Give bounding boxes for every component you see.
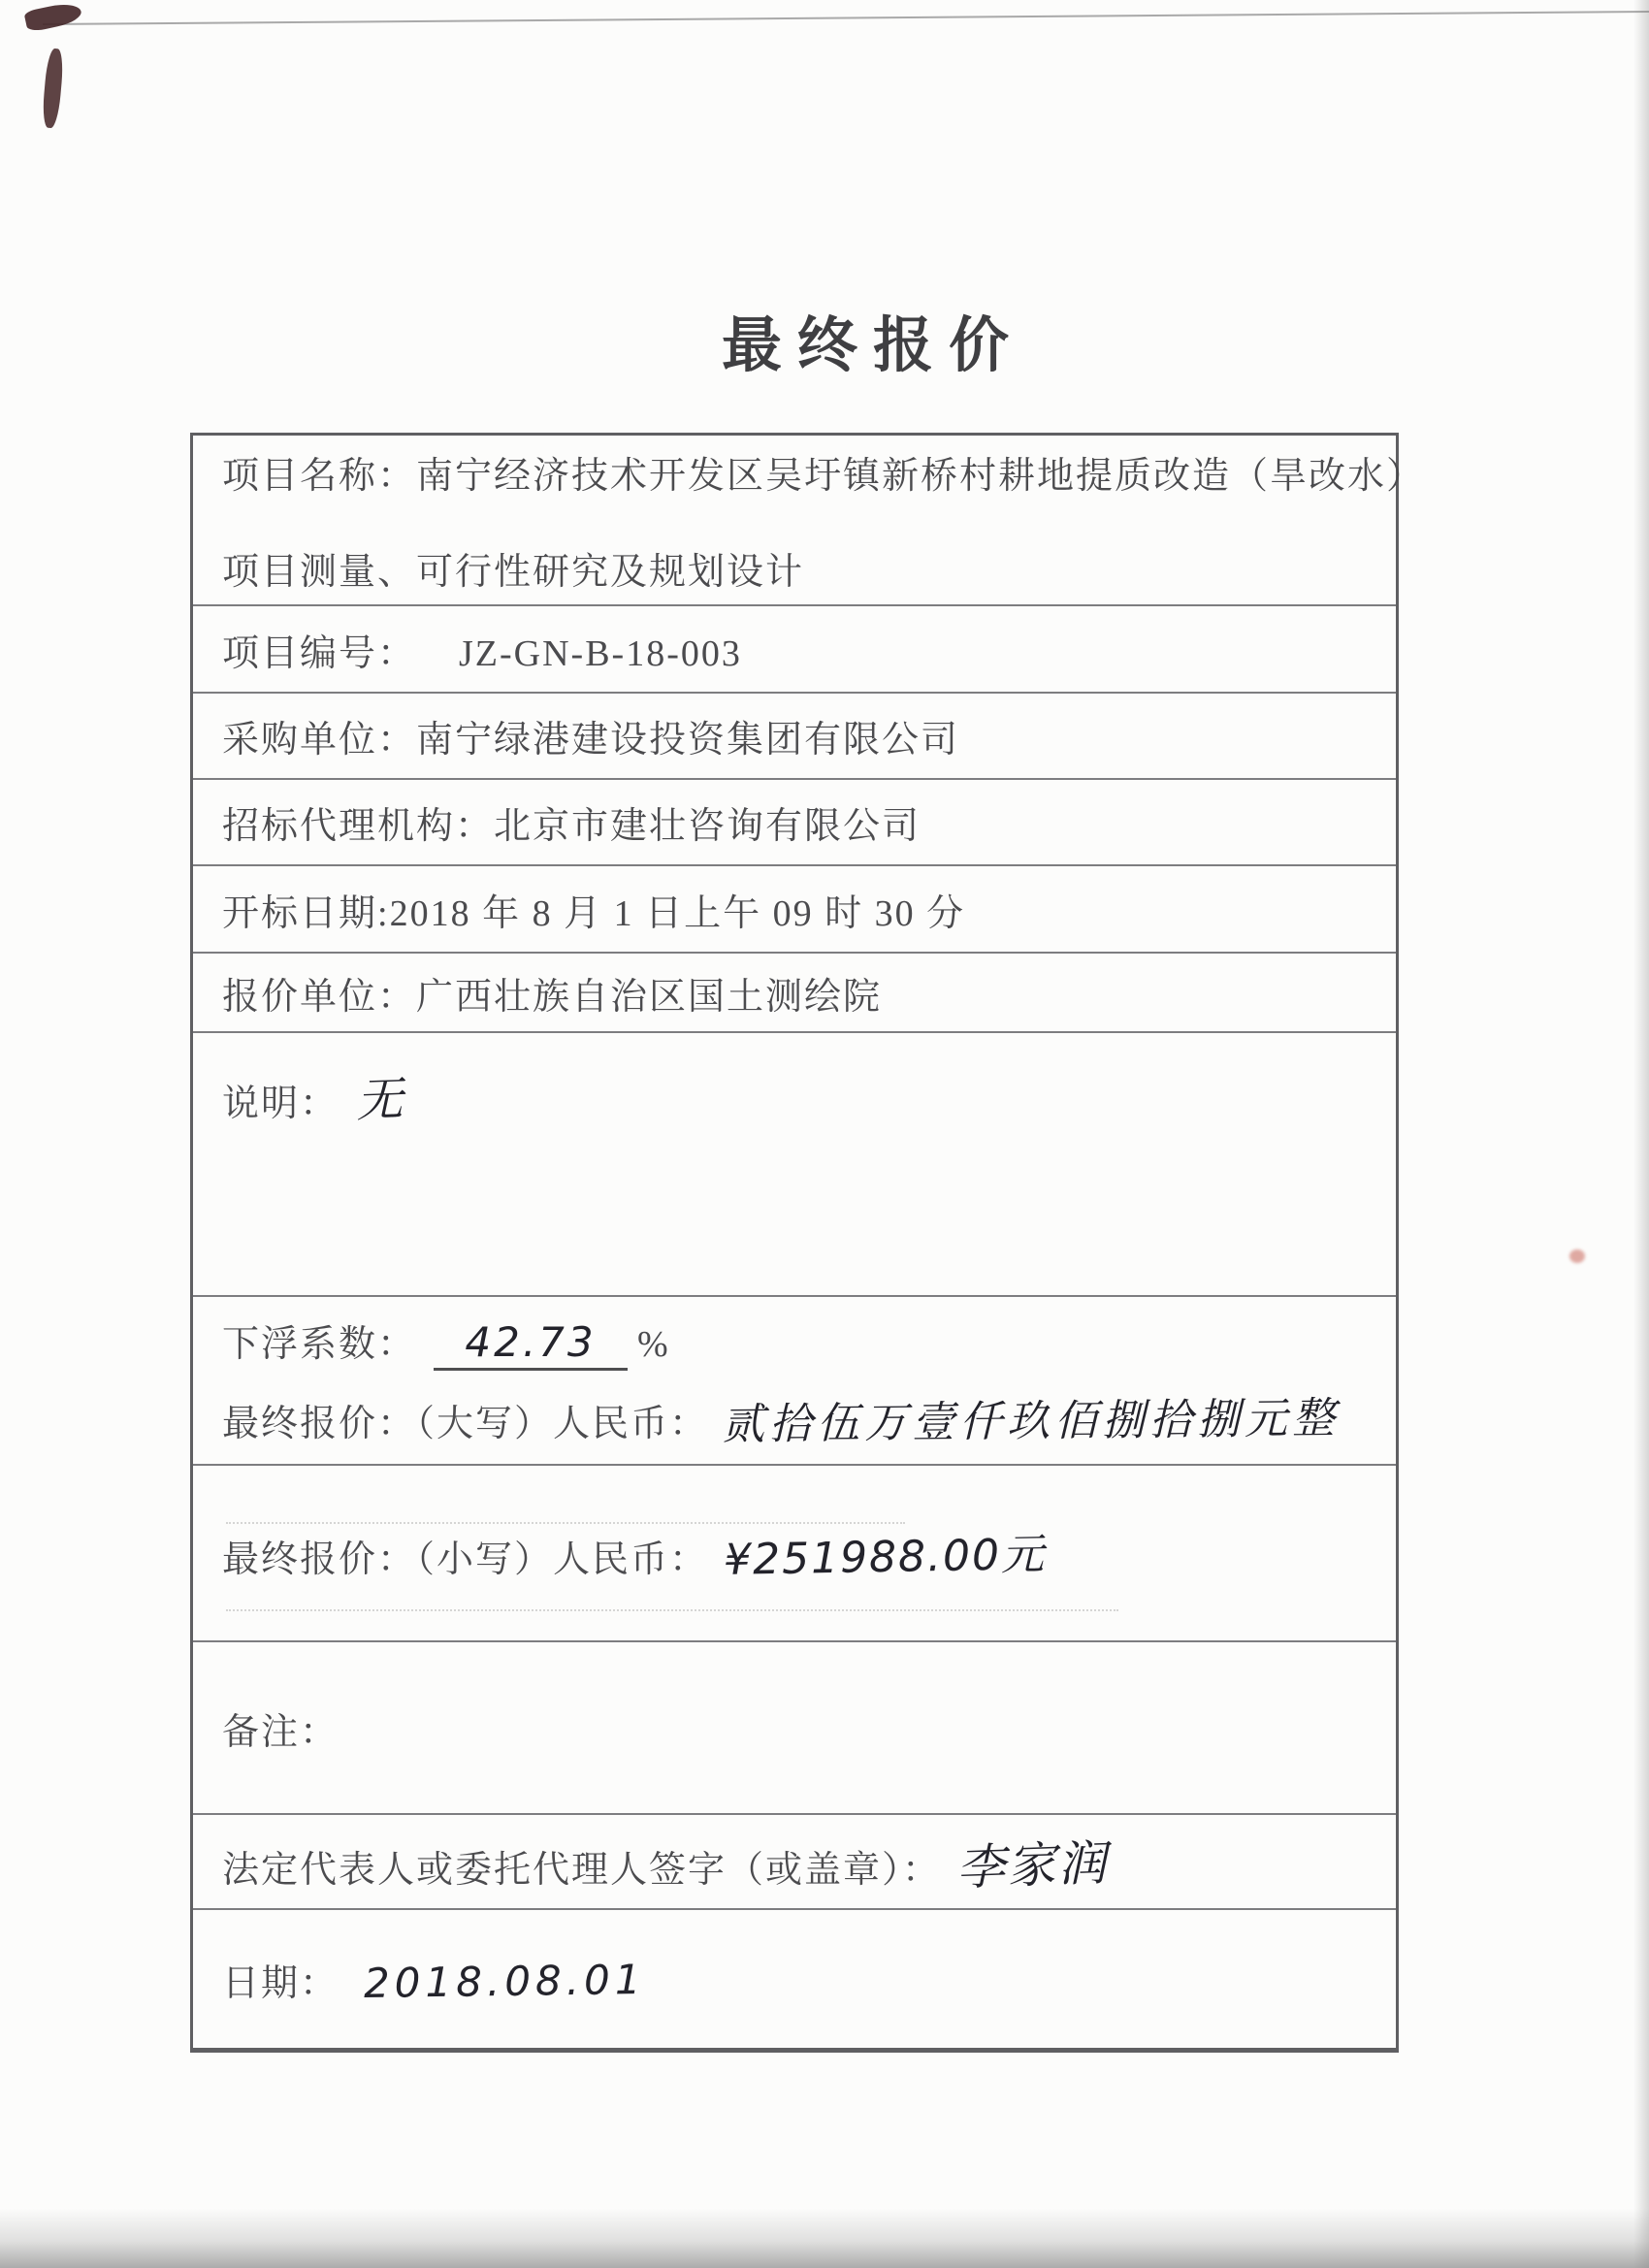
project-name-line2: 项目测量、可行性研究及规划设计 bbox=[222, 552, 805, 593]
purchaser-value: 南宁绿港建设投资集团有限公司 bbox=[416, 720, 960, 761]
project-number-label: 项目编号： bbox=[222, 632, 417, 674]
row-agency bbox=[193, 780, 1396, 866]
project-number-value: JZ-GN-B-18-003 bbox=[459, 632, 742, 674]
scan-artifact-bottom-shadow bbox=[0, 2208, 1649, 2268]
discount-handwritten-value: 42.73 bbox=[465, 1317, 597, 1366]
agency-label: 招标代理机构： bbox=[222, 806, 495, 847]
row-final-price-lower bbox=[193, 1466, 1396, 1642]
project-name-line1: 项目名称：南宁经济技术开发区吴圩镇新桥村耕地提质改造（旱改水） bbox=[222, 456, 1426, 497]
row-signature bbox=[193, 1815, 1396, 1910]
bid-opening-value: 2018 年 8 月 1 日上午 09 时 30 分 bbox=[389, 892, 966, 934]
final-price-lower-handwritten-value: ¥251988.00元 bbox=[723, 1530, 1047, 1585]
discount-unit: % bbox=[637, 1323, 670, 1365]
bidder-value: 广西壮族自治区国土测绘院 bbox=[416, 976, 883, 1018]
scan-artifact-corner-mark bbox=[23, 0, 82, 33]
date-label: 日期： bbox=[222, 1962, 340, 2004]
final-price-lower-label: 最终报价：（小写）人民币： bbox=[222, 1539, 709, 1580]
note-handwritten-value: 无 bbox=[355, 1072, 406, 1128]
page-title: 最终报价 bbox=[721, 313, 1024, 379]
final-price-upper-label: 最终报价：（大写）人民币： bbox=[222, 1403, 709, 1444]
signature-handwritten-value: 李家润 bbox=[955, 1834, 1110, 1896]
row-remarks bbox=[193, 1642, 1396, 1815]
row-project-name bbox=[193, 436, 1426, 606]
final-price-upper-handwritten-value: 贰拾伍万壹仟玖佰捌拾捌元整 bbox=[721, 1393, 1341, 1449]
row-discount-and-final-price-upper bbox=[193, 1297, 1396, 1466]
remarks-label: 备注： bbox=[222, 1711, 340, 1753]
scan-artifact-line bbox=[43, 11, 1649, 25]
date-handwritten-value: 2018.08.01 bbox=[363, 1955, 646, 2007]
bid-opening-label: 开标日期: bbox=[222, 892, 390, 934]
scan-artifact-dot bbox=[1569, 1249, 1585, 1263]
row-note bbox=[193, 1033, 1396, 1297]
scan-artifact-right-shadow bbox=[1633, 0, 1649, 2268]
quotation-table bbox=[190, 433, 1426, 2053]
scan-artifact-streak bbox=[226, 1609, 1118, 1611]
row-date bbox=[193, 1910, 1396, 2048]
row-bidder bbox=[193, 954, 1396, 1033]
row-purchaser bbox=[193, 694, 1396, 780]
scan-artifact-corner-mark bbox=[41, 48, 64, 128]
agency-value: 北京市建壮咨询有限公司 bbox=[494, 806, 922, 847]
signature-label: 法定代表人或委托代理人签字（或盖章）： bbox=[222, 1850, 942, 1891]
discount-label: 下浮系数： bbox=[222, 1323, 417, 1365]
row-project-number bbox=[193, 606, 1396, 694]
discount-blank-underline bbox=[434, 1318, 628, 1371]
note-label: 说明： bbox=[222, 1084, 340, 1124]
bidder-label: 报价单位： bbox=[222, 976, 417, 1018]
row-bid-opening-date bbox=[193, 866, 1396, 954]
purchaser-label: 采购单位： bbox=[222, 720, 417, 761]
